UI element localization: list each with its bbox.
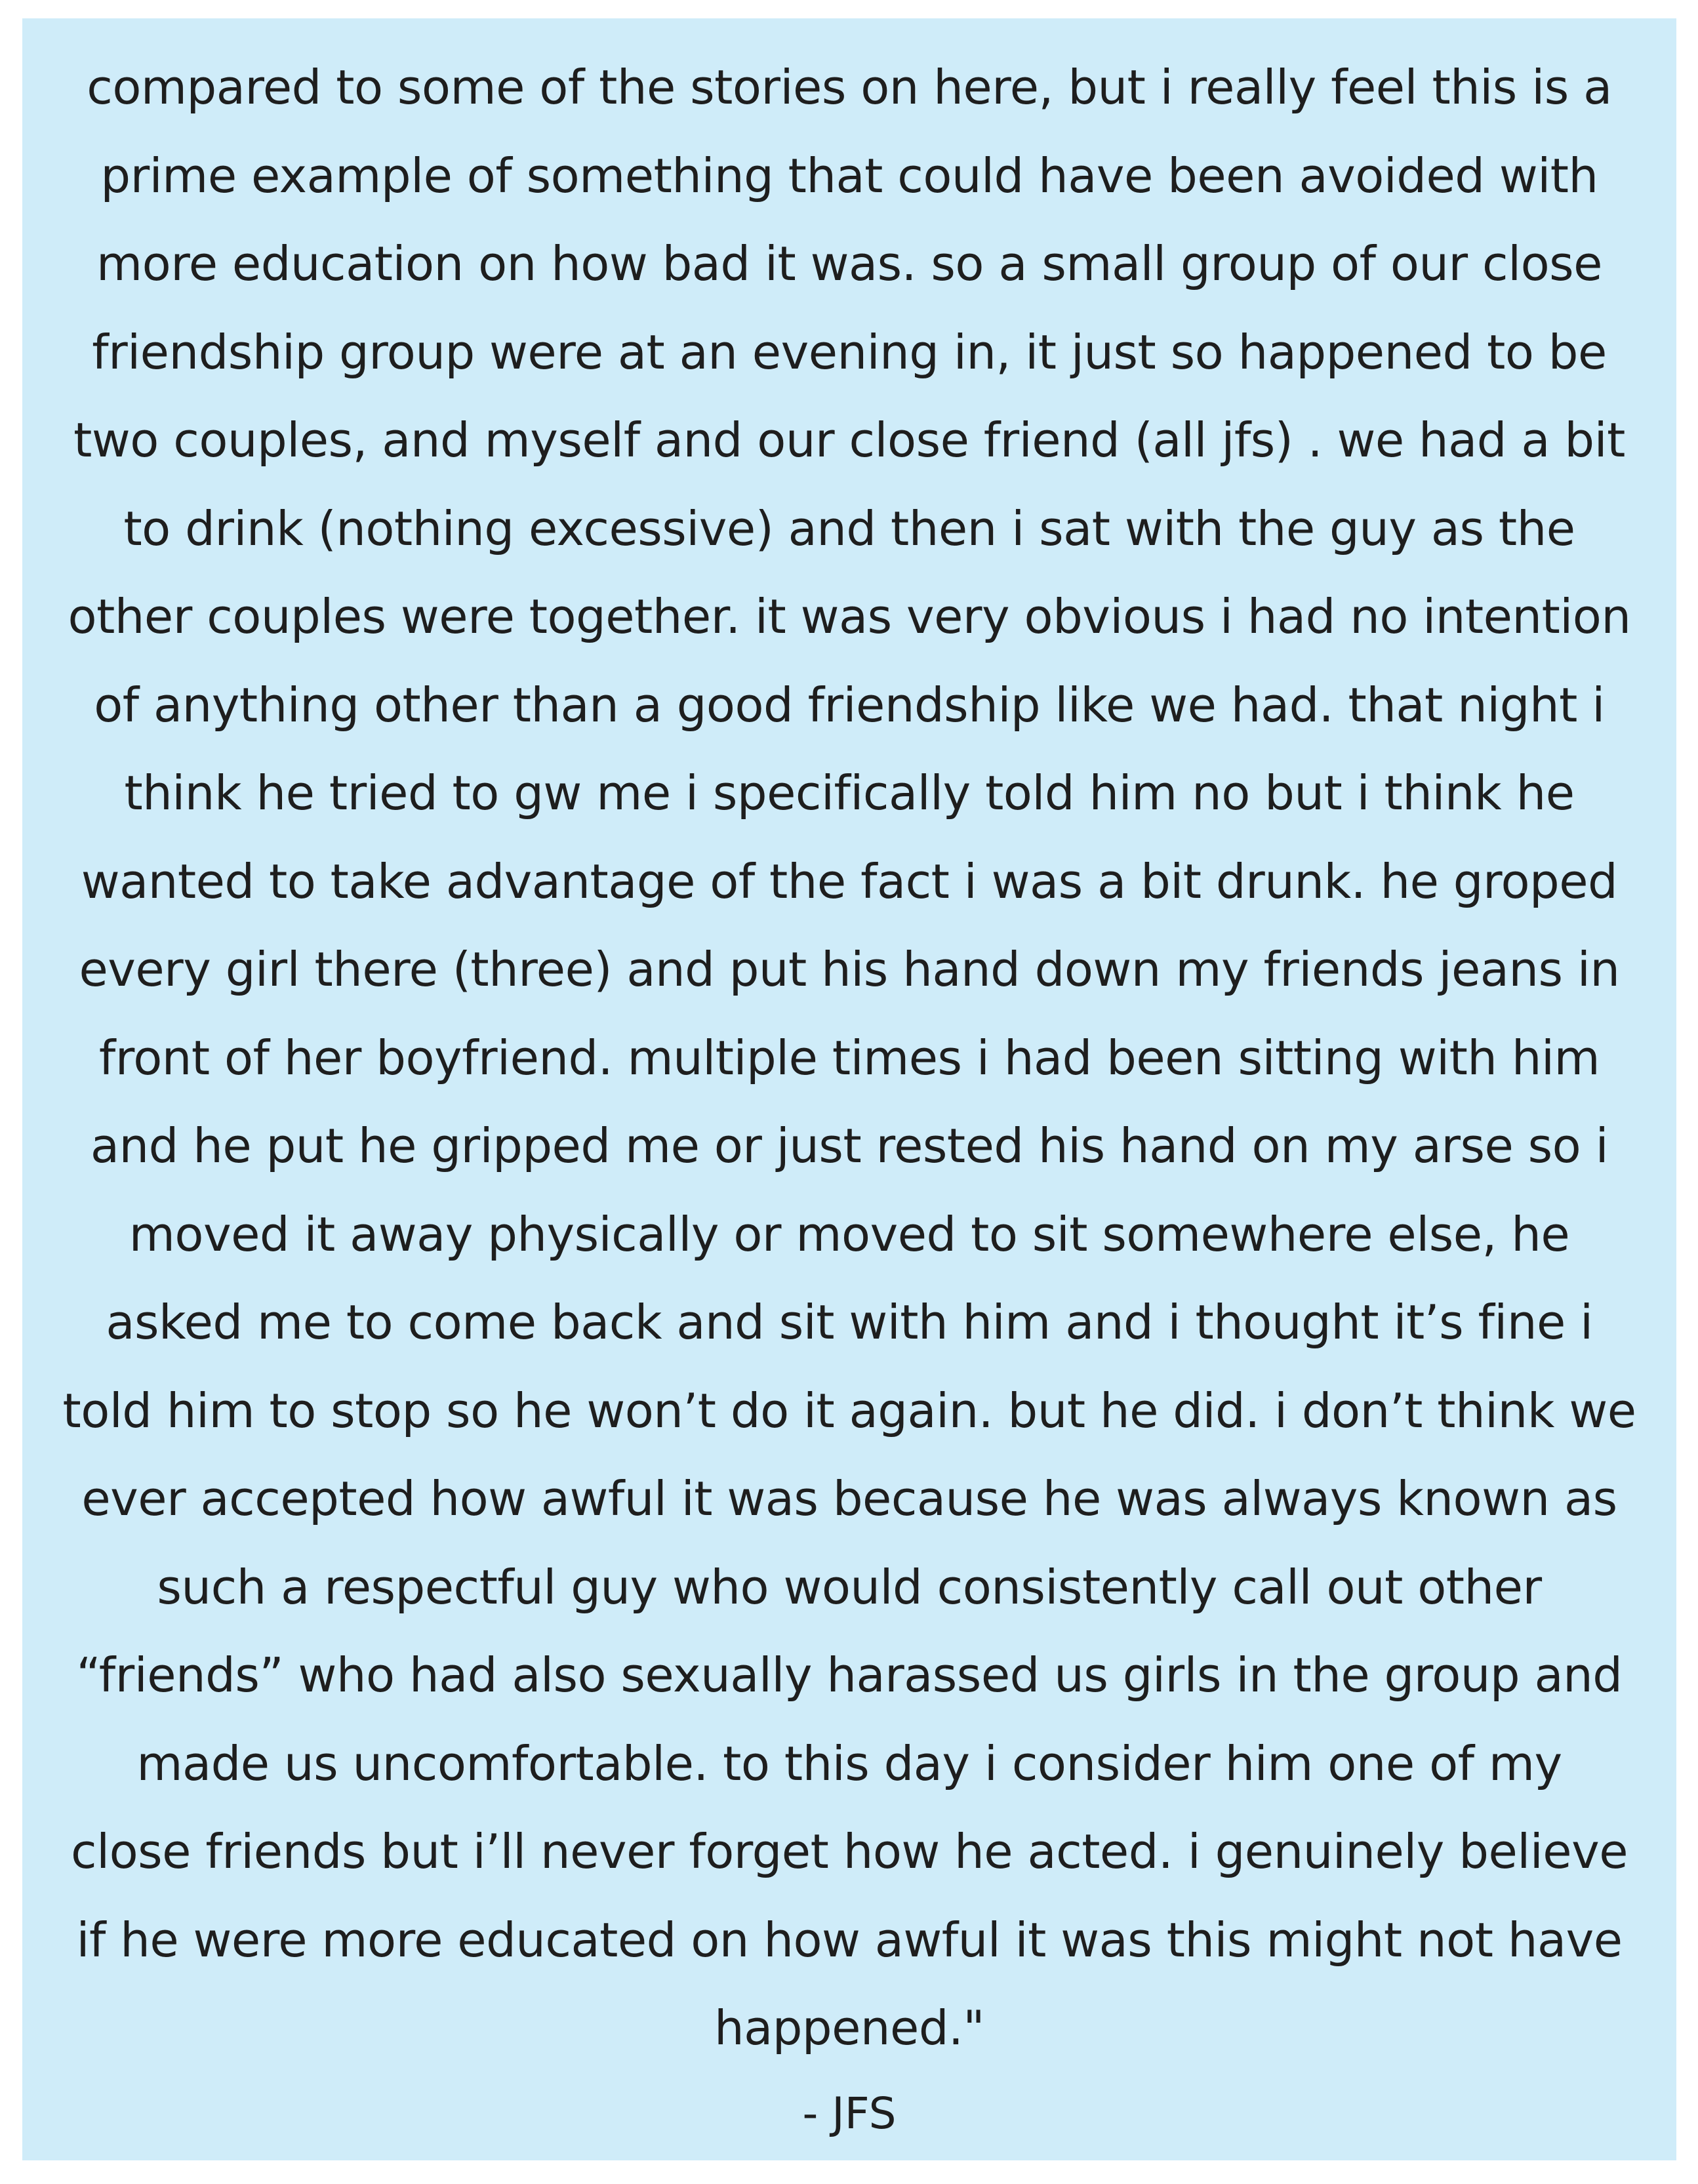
- story-line: every girl there (three) and put his hand down my friends jeans in: [79, 942, 1620, 997]
- story-line: such a respectful guy who would consistently call out other: [157, 1559, 1542, 1615]
- story-line: asked me to come back and sit with him and i thought it’s fine i: [106, 1295, 1593, 1350]
- story-line: front of her boyfriend. multiple times i had been sitting with him: [98, 1030, 1600, 1085]
- story-line: think he tried to gw me i specifically told him no but i think he: [124, 765, 1575, 820]
- story-line: and he put he gripped me or just rested his hand on my arse so i: [90, 1118, 1609, 1173]
- story-line: compared to some of the stories on here, but i really feel this is a: [87, 60, 1612, 115]
- story-line: “friends” who had also sexually harassed us girls in the group and: [76, 1648, 1623, 1703]
- story-line: other couples were together. it was very obvious i had no intention: [68, 589, 1631, 644]
- story-line: told him to stop so he won’t do it again. but he did. i don’t think we: [62, 1383, 1636, 1438]
- story-card: [22, 18, 1676, 2160]
- story-line: close friends but i’ll never forget how he acted. i genuinely believe: [70, 1824, 1628, 1879]
- story-line: ever accepted how awful it was because he was always known as: [81, 1471, 1617, 1526]
- story-line: to drink (nothing excessive) and then i sat with the guy as the: [123, 500, 1575, 556]
- story-line: two couples, and myself and our close friend (all jfs) . we had a bit: [73, 413, 1625, 468]
- story-line: prime example of something that could have been avoided with: [100, 148, 1598, 203]
- story-line: moved it away physically or moved to sit somewhere else, he: [129, 1206, 1570, 1262]
- story-line: of anything other than a good friendship like we had. that night i: [94, 677, 1605, 733]
- story-line: friendship group were at an evening in, it just so happened to be: [92, 324, 1607, 380]
- signature: - JFS: [802, 2088, 897, 2139]
- story-line: if he were more educated on how awful it was this might not have: [76, 1912, 1623, 1968]
- story-line: happened.": [714, 2000, 985, 2055]
- story-line: made us uncomfortable. to this day i consider him one of my: [136, 1735, 1562, 1791]
- story-line: more education on how bad it was. so a small group of our close: [96, 236, 1602, 291]
- story-body: [22, 43, 1676, 2073]
- story-line: wanted to take advantage of the fact i was a bit drunk. he groped: [81, 853, 1618, 909]
